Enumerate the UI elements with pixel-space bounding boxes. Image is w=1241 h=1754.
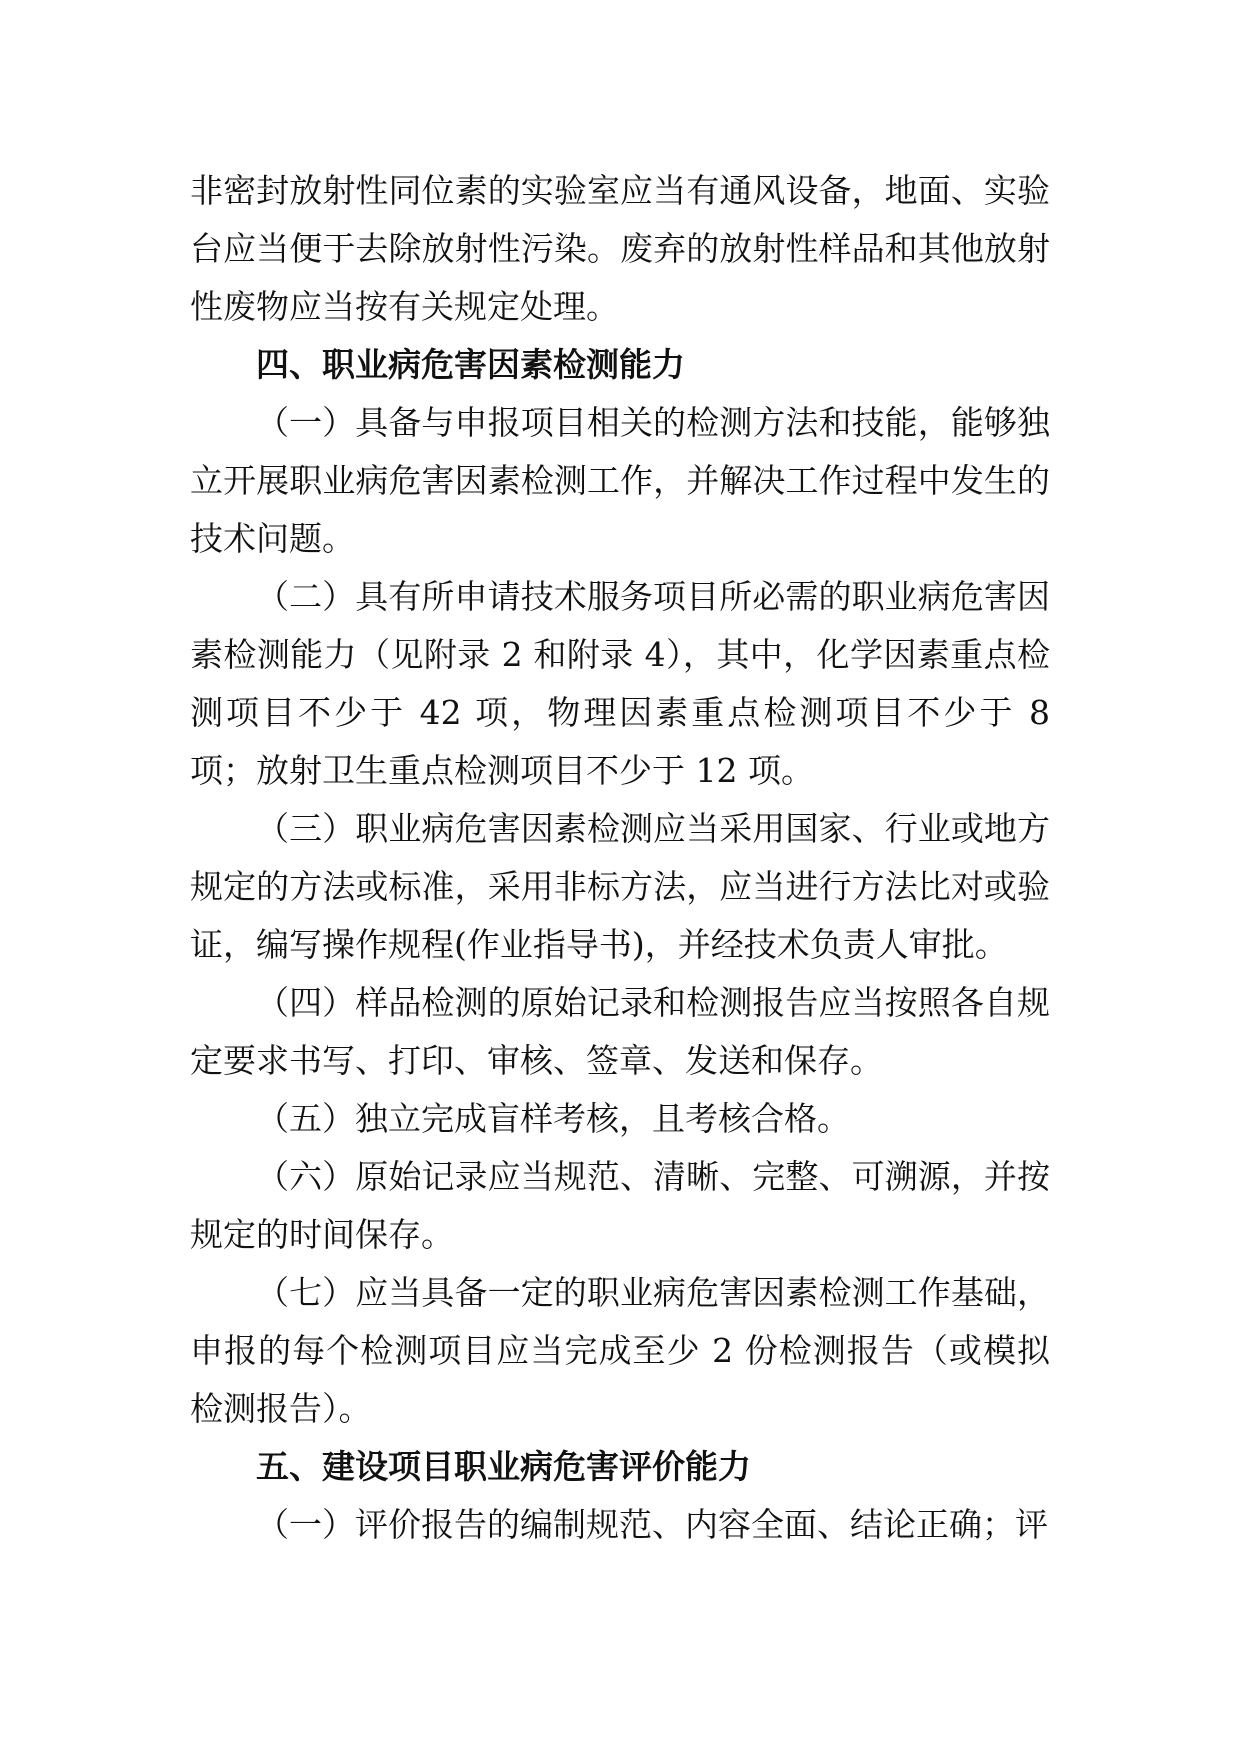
paragraph-item-5: （五）独立完成盲样考核，且考核合格。: [256, 1099, 850, 1138]
document-page: [190, 162, 1050, 1554]
paragraph-item-2: （二）具有所申请技术服务项目所必需的职业病危害因素检测能力（见附录 2 和附录 4），其中，化学因素重点检测项目不少于 42 项，物理因素重点检测项目不少于 8 项；放射卫生重点检测项目不少于 12 项。: [190, 577, 1050, 790]
paragraph-evaluation-item-1: （一）评价报告的编制规范、内容全面、结论正确；评: [256, 1505, 1048, 1544]
paragraph-item-7: （七）应当具备一定的职业病危害因素检测工作基础，申报的每个检测项目应当完成至少 2 份检测报告（或模拟检测报告）。: [190, 1273, 1050, 1428]
paragraph-lab-ventilation: 非密封放射性同位素的实验室应当有通风设备，地面、实验台应当便于去除放射性污染。废弃的放射性样品和其他放射性废物应当按有关规定处理。: [190, 171, 1050, 326]
paragraph-item-4: （四）样品检测的原始记录和检测报告应当按照各自规定要求书写、打印、审核、签章、发送和保存。: [190, 983, 1050, 1080]
section-heading-evaluation-capability: 五、建设项目职业病危害评价能力: [256, 1447, 751, 1486]
section-heading-detection-capability: 四、职业病危害因素检测能力: [256, 345, 685, 384]
paragraph-item-6: （六）原始记录应当规范、清晰、完整、可溯源，并按规定的时间保存。: [190, 1157, 1050, 1254]
paragraph-item-3: （三）职业病危害因素检测应当采用国家、行业或地方规定的方法或标准，采用非标方法，应当进行方法比对或验证，编写操作规程(作业指导书)，并经技术负责人审批。: [190, 809, 1050, 964]
paragraph-item-1: （一）具备与申报项目相关的检测方法和技能，能够独立开展职业病危害因素检测工作，并解决工作过程中发生的技术问题。: [190, 403, 1050, 558]
